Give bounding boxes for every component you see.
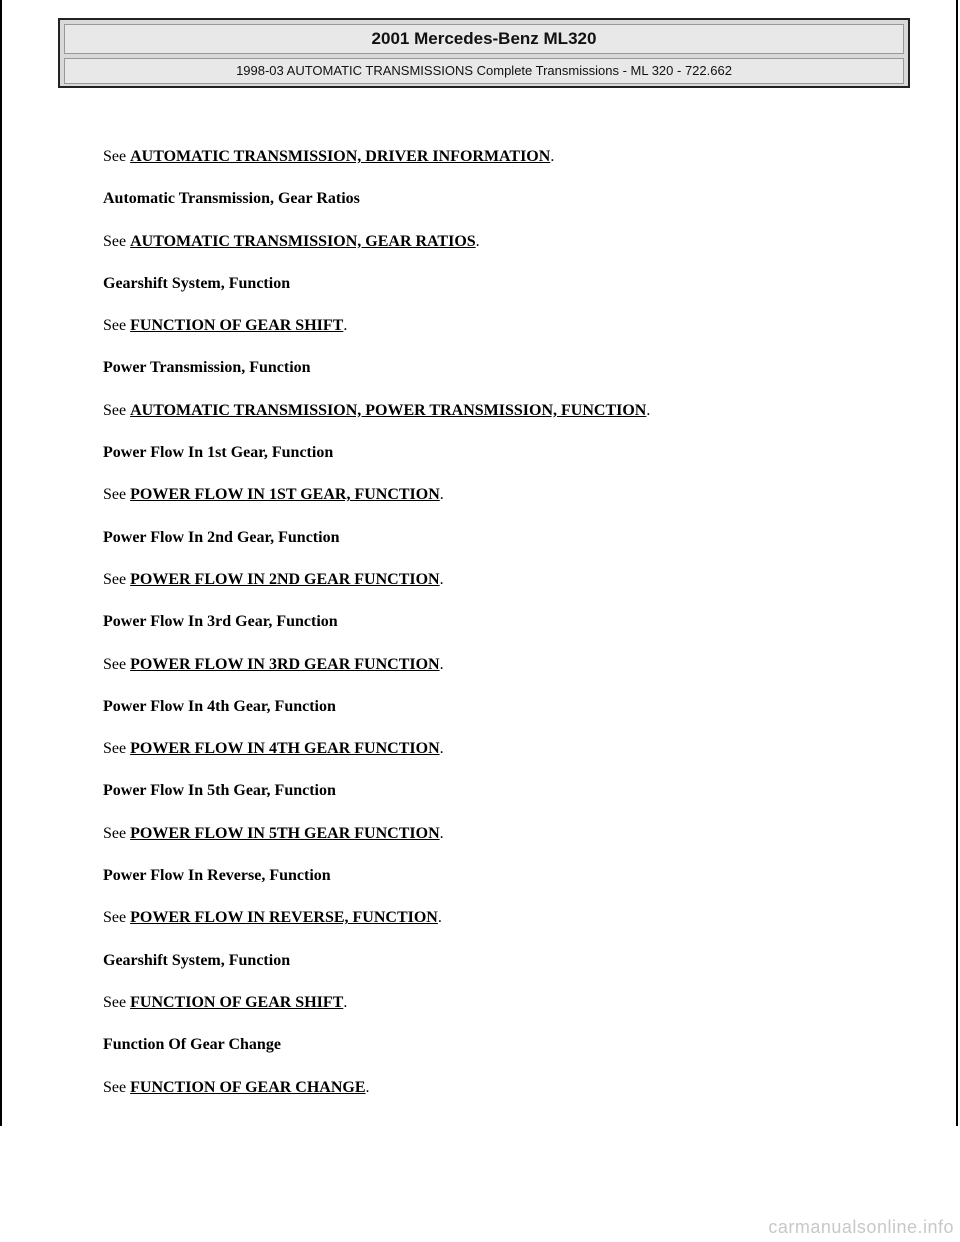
header-subtitle: 1998-03 AUTOMATIC TRANSMISSIONS Complete Transmissions - ML 320 - 722.662 — [64, 58, 904, 84]
period: . — [439, 486, 444, 504]
period: . — [437, 909, 442, 927]
see-reference — [103, 824, 923, 844]
section-heading: Gearshift System, Function — [103, 274, 291, 292]
period: . — [343, 317, 348, 335]
reference-link[interactable]: FUNCTION OF GEAR SHIFT — [130, 317, 344, 335]
see-prefix: See — [103, 993, 131, 1011]
see-reference — [103, 316, 923, 336]
period: . — [475, 232, 480, 250]
document-header — [58, 18, 910, 88]
see-prefix: See — [103, 232, 131, 250]
see-reference — [103, 570, 923, 590]
see-reference — [103, 232, 923, 252]
reference-link[interactable]: POWER FLOW IN 3RD GEAR FUNCTION — [130, 655, 440, 673]
see-prefix: See — [103, 317, 131, 335]
see-reference — [103, 739, 923, 759]
section-heading: Power Flow In 2nd Gear, Function — [103, 528, 340, 546]
see-reference — [103, 401, 923, 421]
section-heading: Power Flow In 4th Gear, Function — [103, 697, 336, 715]
reference-link[interactable]: POWER FLOW IN REVERSE, FUNCTION — [130, 909, 438, 927]
see-prefix: See — [103, 486, 131, 504]
see-prefix: See — [103, 148, 131, 165]
see-reference — [103, 655, 923, 675]
see-reference — [103, 1078, 923, 1098]
period: . — [439, 655, 444, 673]
see-prefix: See — [103, 1078, 131, 1096]
reference-link[interactable]: POWER FLOW IN 2ND GEAR FUNCTION — [130, 570, 440, 588]
see-prefix: See — [103, 570, 131, 588]
reference-link[interactable]: FUNCTION OF GEAR SHIFT — [130, 993, 344, 1011]
section-heading: Power Transmission, Function — [103, 359, 311, 377]
header-title: 2001 Mercedes-Benz ML320 — [64, 24, 904, 54]
period: . — [343, 993, 348, 1011]
see-reference — [103, 908, 923, 928]
see-reference — [103, 485, 923, 505]
see-prefix: See — [103, 401, 131, 419]
section-heading: Power Flow In 3rd Gear, Function — [103, 613, 338, 631]
see-prefix: See — [103, 909, 131, 927]
reference-link[interactable]: POWER FLOW IN 5TH GEAR FUNCTION — [130, 824, 440, 842]
reference-link[interactable]: AUTOMATIC TRANSMISSION, GEAR RATIOS — [130, 232, 476, 250]
section-heading: Gearshift System, Function — [103, 951, 291, 969]
reference-link[interactable]: POWER FLOW IN 4TH GEAR FUNCTION — [130, 740, 440, 758]
reference-link[interactable]: AUTOMATIC TRANSMISSION, DRIVER INFORMATION — [130, 148, 551, 165]
reference-link[interactable]: FUNCTION OF GEAR CHANGE — [130, 1078, 366, 1096]
period: . — [439, 824, 444, 842]
section-heading: Power Flow In 5th Gear, Function — [103, 782, 336, 800]
period: . — [550, 148, 555, 165]
section-heading: Function Of Gear Change — [103, 1036, 281, 1054]
period: . — [646, 401, 651, 419]
see-reference — [103, 147, 923, 167]
watermark: carmanualsonline.info — [768, 1217, 954, 1237]
see-prefix: See — [103, 655, 131, 673]
section-heading: Power Flow In Reverse, Function — [103, 867, 331, 885]
see-reference — [103, 993, 923, 1013]
section-heading: Automatic Transmission, Gear Ratios — [103, 190, 360, 208]
section-heading: Power Flow In 1st Gear, Function — [103, 444, 334, 462]
period: . — [439, 570, 444, 588]
see-prefix: See — [103, 740, 131, 758]
document-body — [103, 147, 923, 1120]
reference-link[interactable]: POWER FLOW IN 1ST GEAR, FUNCTION — [130, 486, 440, 504]
reference-link[interactable]: AUTOMATIC TRANSMISSION, POWER TRANSMISSION, FUNCTION — [130, 401, 647, 419]
see-prefix: See — [103, 824, 131, 842]
period: . — [439, 740, 444, 758]
period: . — [365, 1078, 370, 1096]
